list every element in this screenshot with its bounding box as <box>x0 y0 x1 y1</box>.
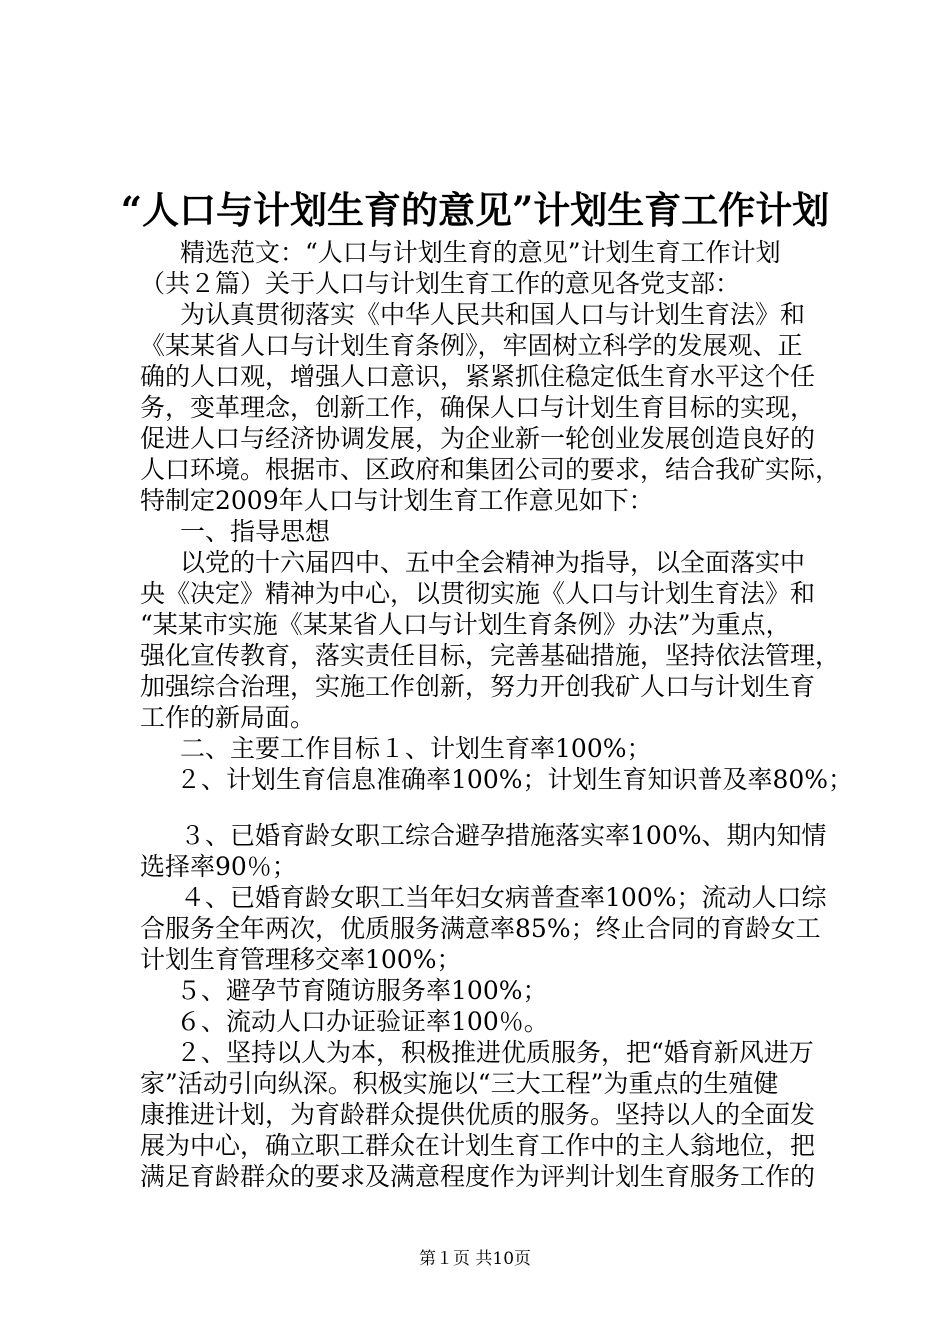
list-item: ２、计划生育信息准确率100%；计划生育知识普及率80%； <box>176 765 854 794</box>
list-item: ４、已婚育龄女职工当年妇女病普查率100%；流动人口综 <box>180 883 827 912</box>
paragraph-line: 家”活动引向纵深。积极实施以“三大工程”为重点的生殖健 <box>140 1069 779 1098</box>
paragraph-line: ２、坚持以人为本，积极推进优质服务，把“婚育新风进万 <box>176 1038 814 1067</box>
list-item: ６、流动人口办证验证率100％。 <box>176 1007 549 1036</box>
page-number-footer: 第１页 共10页 <box>418 1249 532 1269</box>
paragraph-line: 强化宣传教育，落实责任目标，完善基础措施，坚持依法管理， <box>140 641 841 670</box>
list-item-continuation: 选择率90％； <box>140 852 297 881</box>
paragraph-line: 为认真贯彻落实《中华人民共和国人口与计划生育法》和 <box>180 300 806 329</box>
list-item: ５、避孕节育随访服务率100%； <box>176 976 548 1005</box>
paragraph-line: 精选范文：“人口与计划生育的意见”计划生育工作计划 <box>180 238 781 267</box>
paragraph-line: 人口环境。根据市、区政府和集团公司的要求，结合我矿实际， <box>140 455 841 484</box>
list-item: ３、已婚育龄女职工综合避孕措施落实率100%、期内知情 <box>180 821 827 850</box>
paragraph-line: 确的人口观，增强人口意识，紧紧抓住稳定低生育水平这个任 <box>140 362 816 391</box>
section-heading: 二、主要工作目标１、计划生育率100%； <box>180 734 652 763</box>
paragraph-line: 以党的十六届四中、五中全会精神为指导，以全面落实中 <box>180 548 806 577</box>
document-title: “人口与计划生育的意见”计划生育工作计划 <box>120 188 830 232</box>
paragraph-line: 务，变革理念，创新工作，确保人口与计划生育目标的实现， <box>140 393 816 422</box>
paragraph-line: 展为中心，确立职工群众在计划生育工作中的主人翁地位，把 <box>140 1131 816 1160</box>
paragraph-line: “某某市实施《某某省人口与计划生育条例》办法”为重点， <box>140 610 791 639</box>
paragraph-line: 工作的新局面。 <box>140 703 316 732</box>
list-item-continuation: 计划生育管理移交率100%； <box>140 945 462 974</box>
paragraph-line: 促进人口与经济协调发展，为企业新一轮创业发展创造良好的 <box>140 424 816 453</box>
document-body <box>140 237 854 1192</box>
paragraph-line: 央《决定》精神为中心，以贯彻实施《人口与计划生育法》和 <box>140 579 816 608</box>
list-item-continuation: 合服务全年两次，优质服务满意率85%；终止合同的育龄女工 <box>140 914 821 943</box>
section-heading: 一、指导思想 <box>180 517 331 546</box>
paragraph-line: 康推进计划，为育龄群众提供优质的服务。坚持以人的全面发 <box>140 1100 816 1129</box>
paragraph-line: 特制定2009年人口与计划生育工作意见如下： <box>140 486 654 515</box>
paragraph-line: （共２篇）关于人口与计划生育工作的意见各党支部： <box>140 269 741 298</box>
blank-line <box>140 795 840 820</box>
paragraph-line: 《某某省人口与计划生育条例》，牢固树立科学的发展观、正 <box>140 331 803 360</box>
paragraph-line: 加强综合治理，实施工作创新，努力开创我矿人口与计划生育 <box>140 672 816 701</box>
paragraph-line: 满足育龄群众的要求及满意程度作为评判计划生育服务工作的 <box>140 1162 816 1191</box>
